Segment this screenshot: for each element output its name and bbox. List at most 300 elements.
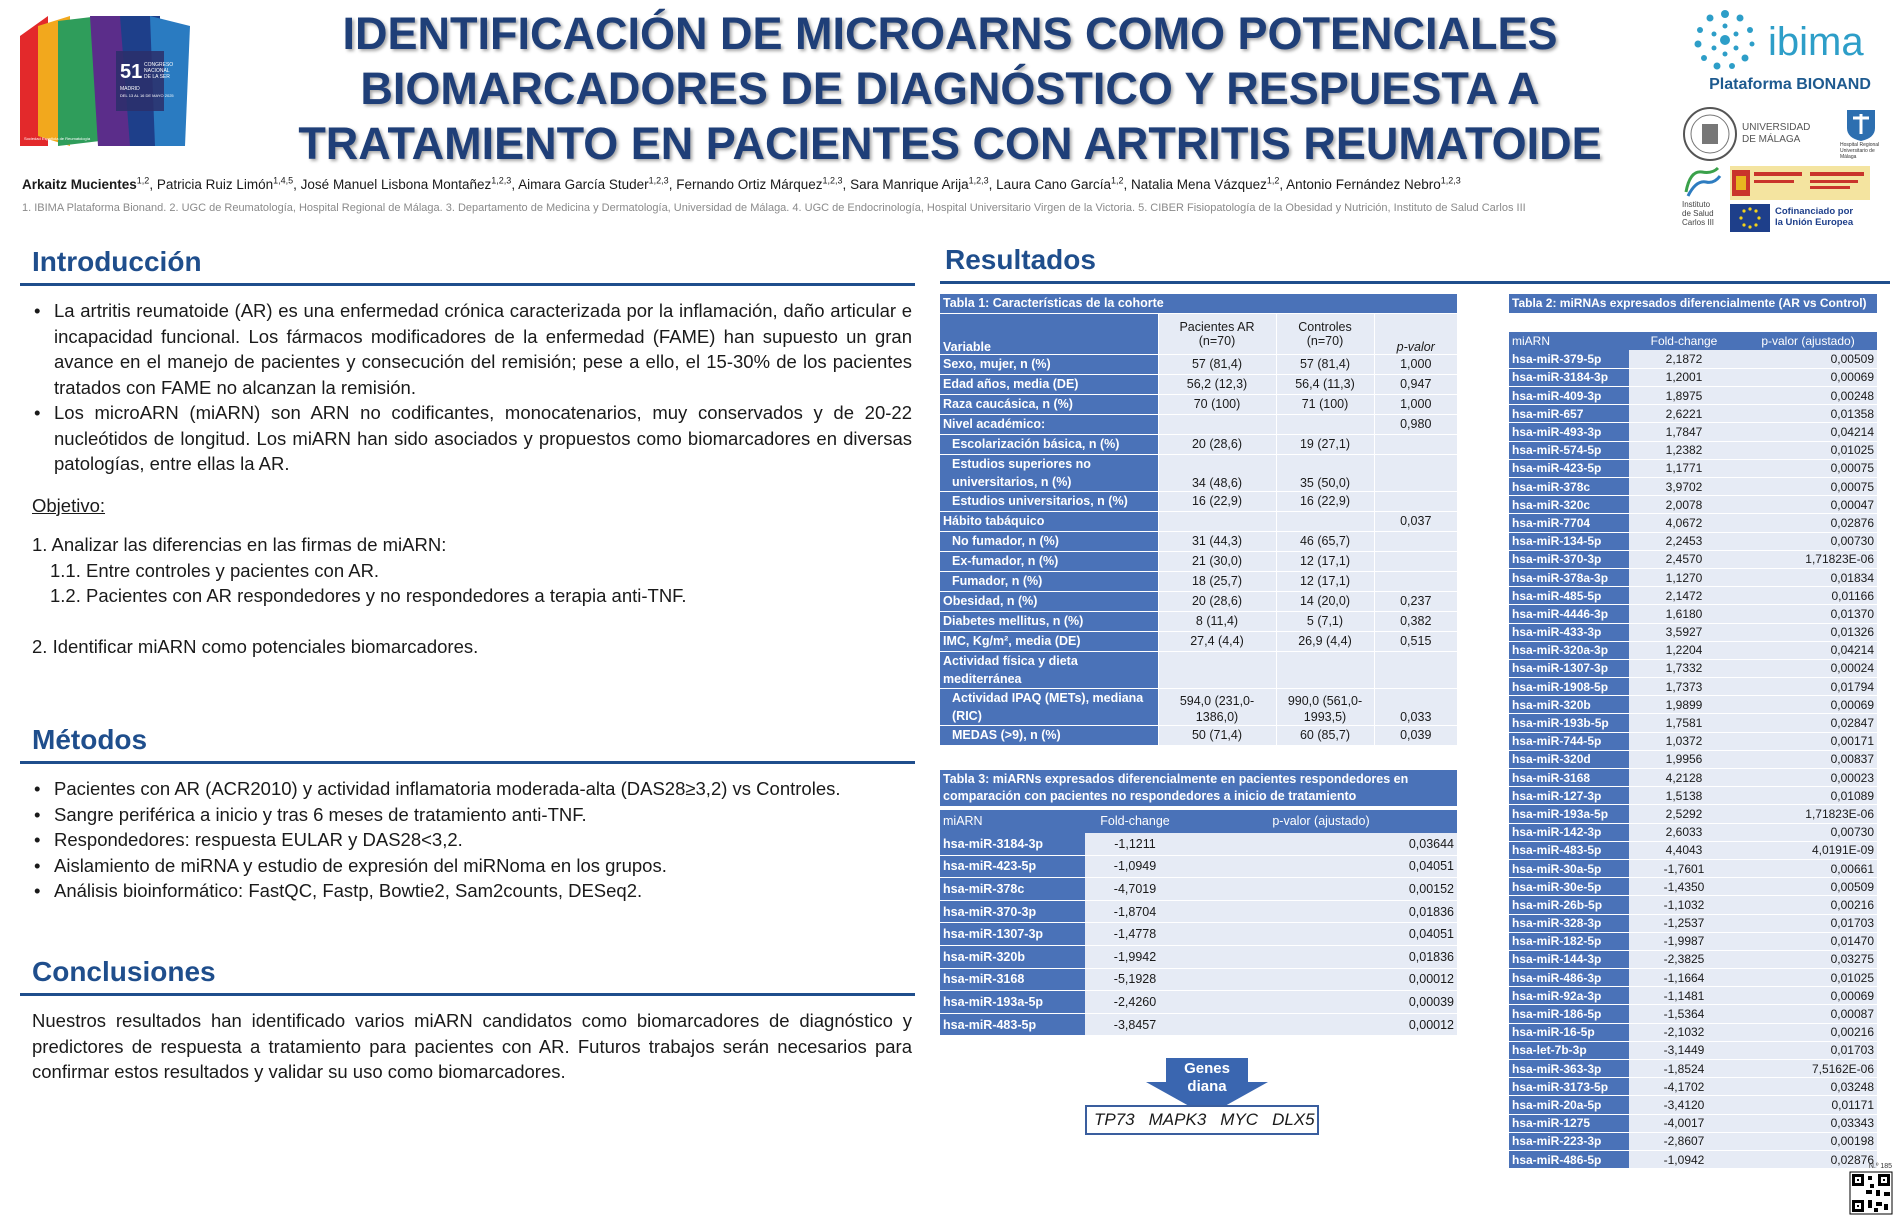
mirna-name: hsa-miR-144-3p <box>1509 950 1629 968</box>
table-cell: 19 (27,1) <box>1276 434 1374 454</box>
institution-logos <box>1680 6 1890 226</box>
table-row <box>1509 732 1877 750</box>
tabla3-caption: Tabla 3: miARNs expresados diferencialmente en pacientes respondedores en comparación con pacientes no respondedores a inicio de tratamiento <box>940 770 1457 806</box>
table-row <box>1509 532 1877 550</box>
table-row <box>940 551 1457 571</box>
genes-diana-list <box>1085 1105 1319 1135</box>
table-cell <box>1374 434 1457 454</box>
mirna-name: hsa-miR-193a-5p <box>1509 805 1629 823</box>
table-row <box>940 878 1457 901</box>
mirna-name: hsa-miR-320c <box>1509 496 1629 514</box>
fold-change: 1,9899 <box>1629 696 1739 714</box>
table-row <box>1509 914 1877 932</box>
mirna-name: hsa-miR-433-3p <box>1509 623 1629 641</box>
table-row <box>940 394 1457 414</box>
eu-flag-icon <box>1730 204 1770 232</box>
p-value: 7,5162E-06 <box>1739 1060 1877 1078</box>
fold-change: -1,1664 <box>1629 969 1739 987</box>
p-value: 0,01025 <box>1739 969 1877 987</box>
row-label: Ex-fumador, n (%) <box>940 551 1158 571</box>
table-cell: 20 (28,6) <box>1158 434 1276 454</box>
mirna-name: hsa-miR-7704 <box>1509 514 1629 532</box>
section-title-introduccion: Introducción <box>32 246 202 277</box>
mirna-name: hsa-miR-328-3p <box>1509 914 1629 932</box>
tabla2-caption: Tabla 2: miRNAs expresados diferencialmente (AR vs Control) <box>1509 294 1877 313</box>
p-value: 0,00069 <box>1739 987 1877 1005</box>
p-value: 0,01836 <box>1185 946 1457 969</box>
table-row <box>1509 1041 1877 1059</box>
table-cell: 1,000 <box>1374 354 1457 374</box>
mirna-name: hsa-miR-127-3p <box>1509 787 1629 805</box>
table-row <box>940 855 1457 878</box>
author-name: Antonio Fernández Nebro <box>1286 176 1441 192</box>
fold-change: 1,9956 <box>1629 750 1739 768</box>
p-value: 0,00075 <box>1739 459 1877 477</box>
title-line: IDENTIFICACIÓN DE MICROARNS COMO POTENCIALES <box>342 8 1558 59</box>
p-value: 0,00198 <box>1739 1132 1877 1150</box>
congress-logo <box>20 16 190 146</box>
fold-change: 1,7581 <box>1629 714 1739 732</box>
mirna-name: hsa-miR-193a-5p <box>940 991 1085 1014</box>
author-name: Sara Manrique Arija <box>850 176 969 192</box>
table-cell: 0,980 <box>1374 414 1457 434</box>
column-header: Fold-change <box>1629 332 1739 350</box>
table-cell: 5 (7,1) <box>1276 611 1374 631</box>
tabla2 <box>1509 332 1877 1169</box>
p-value: 0,00837 <box>1739 750 1877 768</box>
author-name: Arkaitz Mucientes <box>22 176 137 192</box>
table-cell: 27,4 (4,4) <box>1158 631 1276 651</box>
table-row <box>1509 441 1877 459</box>
p-value: 0,01703 <box>1739 1041 1877 1059</box>
bionand-label: Plataforma BIONAND <box>1709 76 1871 93</box>
fold-change: 1,6180 <box>1629 605 1739 623</box>
qr-code <box>1848 1160 1894 1218</box>
objetivo-item: 1.2. Pacientes con AR respondedores y no respondedores a terapia anti-TNF. <box>50 585 687 606</box>
mirna-name: hsa-miR-134-5p <box>1509 532 1629 550</box>
mirna-name: hsa-miR-378a-3p <box>1509 568 1629 586</box>
mirna-name: hsa-miR-378c <box>940 878 1085 901</box>
p-value: 0,00730 <box>1739 532 1877 550</box>
mirna-name: hsa-miR-493-3p <box>1509 423 1629 441</box>
table-row <box>940 1013 1457 1036</box>
title-line: BIOMARCADORES DE DIAGNÓSTICO Y RESPUESTA A <box>360 63 1540 114</box>
column-header: Controles (n=70) <box>1276 314 1374 354</box>
row-label: IMC, Kg/m², media (DE) <box>940 631 1158 651</box>
table-row <box>940 923 1457 946</box>
p-value: 1,71823E-06 <box>1739 550 1877 568</box>
p-value: 0,00509 <box>1739 350 1877 368</box>
p-value: 0,01836 <box>1185 900 1457 923</box>
table-cell: 57 (81,4) <box>1276 354 1374 374</box>
uma-seal-icon <box>1682 106 1738 162</box>
metodos-bullet: • Análisis bioinformático: FastQC, Fastp, Bowtie2, Sam2counts, DESeq2. <box>32 878 912 904</box>
section-divider <box>20 761 915 764</box>
ibima-dots-icon <box>1690 6 1760 72</box>
p-value: 0,00216 <box>1739 1023 1877 1041</box>
table-row <box>940 454 1457 491</box>
fold-change: 3,5927 <box>1629 623 1739 641</box>
table-cell: 12 (17,1) <box>1276 551 1374 571</box>
mirna-name: hsa-miR-370-3p <box>1509 550 1629 568</box>
fold-change: -1,9942 <box>1085 946 1185 969</box>
table-cell: 21 (30,0) <box>1158 551 1276 571</box>
mirna-name: hsa-miR-1307-3p <box>1509 659 1629 677</box>
fold-change: 2,6221 <box>1629 405 1739 423</box>
mirna-name: hsa-miR-409-3p <box>1509 387 1629 405</box>
mirna-name: hsa-miR-30e-5p <box>1509 878 1629 896</box>
table-cell <box>1158 651 1276 688</box>
fold-change: 1,2001 <box>1629 368 1739 386</box>
p-value: 0,00069 <box>1739 696 1877 714</box>
fold-change: -2,1032 <box>1629 1023 1739 1041</box>
fold-change: 3,9702 <box>1629 478 1739 496</box>
table-cell <box>1276 414 1374 434</box>
table-row <box>1509 805 1877 823</box>
p-value: 0,03644 <box>1185 833 1457 856</box>
row-label: Fumador, n (%) <box>940 571 1158 591</box>
p-value: 0,01794 <box>1739 678 1877 696</box>
row-label: Hábito tabáquico <box>940 511 1158 531</box>
intro-bullet: • Los microARN (miARN) son ARN no codificantes, monocatenarios, muy conservados y de 20-22 nucleótidos de longitud. Los miARN han sido asociados y propuestos como biomarcadores en diversas patologías, entre ellas la AR. <box>32 400 912 477</box>
table-cell: 0,515 <box>1374 631 1457 651</box>
mirna-name: hsa-miR-3184-3p <box>1509 368 1629 386</box>
intro-bullet: • La artritis reumatoide (AR) es una enfermedad crónica caracterizada por la inflamación, daño articular e incapacidad funcional. Los fármacos modificadores de la enfermedad (FAME) han supuesto un gran avance en el manejo de pacientes y consecución del remisión; pese a ello, el 15-30% de los pacientes tratados con FAME no alcanzan la remisión. <box>32 298 912 400</box>
objetivo-item: 2. Identificar miARN como potenciales biomarcadores. <box>32 635 479 657</box>
mirna-name: hsa-miR-3173-5p <box>1509 1078 1629 1096</box>
section-divider <box>940 281 1890 284</box>
objetivo-item: 1.1. Entre controles y pacientes con AR. <box>50 559 380 581</box>
p-value: 4,0191E-09 <box>1739 841 1877 859</box>
p-value: 0,01171 <box>1739 1096 1877 1114</box>
mirna-name: hsa-miR-423-5p <box>940 855 1085 878</box>
table-row <box>940 968 1457 991</box>
author-affiliation-ref: 1,2,3 <box>1440 175 1461 185</box>
fold-change: 2,2453 <box>1629 532 1739 550</box>
p-value: 0,03275 <box>1739 950 1877 968</box>
fold-change: 1,2204 <box>1629 641 1739 659</box>
table-row <box>1509 1023 1877 1041</box>
fold-change: 2,1872 <box>1629 350 1739 368</box>
column-header: miARN <box>1509 332 1629 350</box>
affiliations: 1. IBIMA Plataforma Bionand. 2. UGC de Reumatología, Hospital Regional de Málaga. 3. Departamento de Medicina y Dermatología, Universidad de Málaga. 4. UGC de Endocrinología, Hospital Universitario Virgen de la Victoria. 5. CIBER Fisiopatología de la Obesidad y Nutrición, Instituto de Salud Carlos III <box>22 202 1526 214</box>
table-row <box>1509 1005 1877 1023</box>
author-affiliation-ref: 1,2 <box>1111 175 1124 185</box>
p-value: 0,00087 <box>1739 1005 1877 1023</box>
author: Natalia Mena Vázquez$^{1,2}$, <box>1131 175 1287 192</box>
mirna-name: hsa-miR-3168 <box>940 968 1085 991</box>
table-cell: 1,000 <box>1374 394 1457 414</box>
metodos-bullet: • Sangre periférica a inicio y tras 6 meses de tratamiento anti-TNF. <box>32 802 912 828</box>
p-value: 0,01834 <box>1739 568 1877 586</box>
row-label: Edad años, media (DE) <box>940 374 1158 394</box>
mirna-name: hsa-miR-320d <box>1509 750 1629 768</box>
author-affiliation-ref: 1,2,3 <box>822 175 843 185</box>
author: José Manuel Lisbona Montañez$^{1,2,3}$, <box>300 175 519 192</box>
mirna-name: hsa-miR-3168 <box>1509 769 1629 787</box>
fold-change: 2,0078 <box>1629 496 1739 514</box>
p-value: 0,00047 <box>1739 496 1877 514</box>
mirna-name: hsa-miR-486-3p <box>1509 969 1629 987</box>
p-value: 0,00152 <box>1185 878 1457 901</box>
mirna-name: hsa-miR-485-5p <box>1509 587 1629 605</box>
genes-label: Genes <box>1184 1060 1230 1077</box>
section-title-conclusiones: Conclusiones <box>32 956 216 987</box>
p-value: 0,00075 <box>1739 478 1877 496</box>
p-value: 0,01166 <box>1739 587 1877 605</box>
section-title-metodos: Métodos <box>32 724 148 755</box>
p-value: 0,00024 <box>1739 659 1877 677</box>
congress-number: 51 <box>120 61 143 83</box>
p-value: 0,03248 <box>1739 1078 1877 1096</box>
mirna-name: hsa-miR-30a-5p <box>1509 859 1629 877</box>
p-value: 0,00023 <box>1739 769 1877 787</box>
table-row <box>1509 878 1877 896</box>
poster-number: N.º 185 <box>1868 1163 1892 1170</box>
government-logo-icon <box>1730 166 1870 200</box>
svg-text:DEL 13 AL 16 DE MAYO 2025: DEL 13 AL 16 DE MAYO 2025 <box>120 93 174 98</box>
fold-change: 1,7847 <box>1629 423 1739 441</box>
target-gene: TP73 <box>1094 1110 1135 1129</box>
table-cell: 20 (28,6) <box>1158 591 1276 611</box>
fold-change: 2,6033 <box>1629 823 1739 841</box>
svg-text:NACIONAL: NACIONAL <box>144 68 170 74</box>
p-value: 0,01089 <box>1739 787 1877 805</box>
fold-change: -1,0942 <box>1629 1150 1739 1168</box>
author-name: Aimara García Studer <box>518 176 649 192</box>
table-cell <box>1158 414 1276 434</box>
table-cell <box>1374 551 1457 571</box>
table-cell: 0,033 <box>1374 688 1457 725</box>
p-value: 0,01326 <box>1739 623 1877 641</box>
title-line: TRATAMIENTO EN PACIENTES CON ARTRITIS REUMATOIDE <box>298 118 1602 169</box>
p-value: 0,02876 <box>1739 1150 1877 1168</box>
table-cell <box>1374 454 1457 491</box>
metodos-bullet: • Pacientes con AR (ACR2010) y actividad inflamatoria moderada-alta (DAS28≥3,2) vs Controles. <box>32 776 912 802</box>
table-row <box>1509 969 1877 987</box>
author-affiliation-ref: 1,2,3 <box>491 175 512 185</box>
fold-change: -2,4260 <box>1085 991 1185 1014</box>
poster-header <box>0 0 1900 230</box>
fold-change: -1,8704 <box>1085 900 1185 923</box>
author <box>1286 177 1461 192</box>
isciii-logo-icon <box>1682 166 1722 198</box>
table-row <box>1509 896 1877 914</box>
mirna-name: hsa-miR-574-5p <box>1509 441 1629 459</box>
author-affiliation-ref: 1,2 <box>1266 175 1280 185</box>
table-cell: 50 (71,4) <box>1158 725 1276 745</box>
mirna-name: hsa-miR-320a-3p <box>1509 641 1629 659</box>
table-row <box>940 991 1457 1014</box>
fold-change: -1,1032 <box>1629 896 1739 914</box>
svg-text:Sociedad Española de Reumatolo: Sociedad Española de Reumatología <box>24 136 91 141</box>
mirna-name: hsa-miR-4446-3p <box>1509 605 1629 623</box>
fold-change: -5,1928 <box>1085 968 1185 991</box>
column-header: Fold-change <box>1085 810 1185 833</box>
row-label: Escolarización básica, n (%) <box>940 434 1158 454</box>
table-row <box>1509 696 1877 714</box>
table-cell: 31 (44,3) <box>1158 531 1276 551</box>
mirna-name: hsa-miR-16-5p <box>1509 1023 1629 1041</box>
p-value: 0,00730 <box>1739 823 1877 841</box>
fold-change: -4,1702 <box>1629 1078 1739 1096</box>
table-row <box>1509 1114 1877 1132</box>
column-header: p-valor (ajustado) <box>1739 332 1877 350</box>
mirna-name: hsa-miR-142-3p <box>1509 823 1629 841</box>
fold-change: 1,2382 <box>1629 441 1739 459</box>
uma-logo: UNIVERSIDAD DE MÁLAGA Hospital Regional Universitario de Málaga <box>1680 106 1890 162</box>
p-value: 0,00012 <box>1185 1013 1457 1036</box>
p-value: 1,71823E-06 <box>1739 805 1877 823</box>
funding-logos: Instituto de Salud Carlos III Cofinanciado por la Unión Europea <box>1680 166 1890 226</box>
fold-change: -1,0949 <box>1085 855 1185 878</box>
fold-change: 1,1270 <box>1629 568 1739 586</box>
table-row <box>1509 714 1877 732</box>
fold-change: -1,9987 <box>1629 932 1739 950</box>
table-row <box>940 491 1457 511</box>
table-row <box>1509 496 1877 514</box>
table-cell: 46 (65,7) <box>1276 531 1374 551</box>
table-row <box>940 688 1457 725</box>
mirna-name: hsa-miR-423-5p <box>1509 459 1629 477</box>
ibima-wordmark: ibima <box>1768 20 1864 64</box>
table-row <box>1509 387 1877 405</box>
table-row <box>940 571 1457 591</box>
row-label: Nivel académico: <box>940 414 1158 434</box>
fold-change: 4,0672 <box>1629 514 1739 532</box>
table-cell: 0,037 <box>1374 511 1457 531</box>
fold-change: -1,4350 <box>1629 878 1739 896</box>
table-row <box>940 611 1457 631</box>
table-cell: 60 (85,7) <box>1276 725 1374 745</box>
table-cell <box>1276 511 1374 531</box>
mirna-name: hsa-miR-483-5p <box>940 1013 1085 1036</box>
table-cell: 56,4 (11,3) <box>1276 374 1374 394</box>
table-cell: 0,039 <box>1374 725 1457 745</box>
fold-change: -1,8524 <box>1629 1060 1739 1078</box>
table-row <box>940 374 1457 394</box>
author-name: Patricia Ruiz Limón <box>156 176 274 192</box>
mirna-name: hsa-miR-657 <box>1509 405 1629 423</box>
author-name: Fernando Ortiz Márquez <box>676 176 823 192</box>
fold-change: 4,4043 <box>1629 841 1739 859</box>
mirna-name: hsa-miR-378c <box>1509 478 1629 496</box>
table-cell <box>1374 491 1457 511</box>
table-cell <box>1158 511 1276 531</box>
p-value: 0,01703 <box>1739 914 1877 932</box>
fold-change: -2,3825 <box>1629 950 1739 968</box>
p-value: 0,04051 <box>1185 923 1457 946</box>
table-cell: 71 (100) <box>1276 394 1374 414</box>
table-row <box>1509 859 1877 877</box>
table-row <box>1509 1150 1877 1168</box>
fold-change: -1,2537 <box>1629 914 1739 932</box>
genes-label: diana <box>1187 1078 1227 1095</box>
fold-change: 1,8975 <box>1629 387 1739 405</box>
table-cell <box>1374 571 1457 591</box>
p-value: 0,01025 <box>1739 441 1877 459</box>
row-label: Obesidad, n (%) <box>940 591 1158 611</box>
table-cell: 16 (22,9) <box>1158 491 1276 511</box>
table-cell: 70 (100) <box>1158 394 1276 414</box>
mirna-name: hsa-miR-182-5p <box>1509 932 1629 950</box>
p-value: 0,02847 <box>1739 714 1877 732</box>
p-value: 0,00171 <box>1739 732 1877 750</box>
metodos-bullet: • Respondedores: respuesta EULAR y DAS28<3,2. <box>32 827 912 853</box>
fold-change: -3,8457 <box>1085 1013 1185 1036</box>
row-label: Sexo, mujer, n (%) <box>940 354 1158 374</box>
fold-change: -1,1481 <box>1629 987 1739 1005</box>
mirna-name: hsa-miR-223-3p <box>1509 1132 1629 1150</box>
table-row <box>1509 1132 1877 1150</box>
mirna-name: hsa-miR-320b <box>1509 696 1629 714</box>
table-row <box>940 900 1457 923</box>
table-cell: 34 (48,6) <box>1158 454 1276 491</box>
fold-change: -1,5364 <box>1629 1005 1739 1023</box>
author-name: Natalia Mena Vázquez <box>1131 176 1267 192</box>
fold-change: -1,1211 <box>1085 833 1185 856</box>
mirna-name: hsa-miR-379-5p <box>1509 350 1629 368</box>
table-row <box>940 631 1457 651</box>
table-cell: 0,237 <box>1374 591 1457 611</box>
table-cell: 56,2 (12,3) <box>1158 374 1276 394</box>
table-row <box>1509 350 1877 368</box>
table-cell: 16 (22,9) <box>1276 491 1374 511</box>
fold-change: -3,4120 <box>1629 1096 1739 1114</box>
fold-change: -3,1449 <box>1629 1041 1739 1059</box>
p-value: 0,00509 <box>1739 878 1877 896</box>
row-label: Raza caucásica, n (%) <box>940 394 1158 414</box>
section-title-resultados: Resultados <box>945 244 1096 275</box>
fold-change: 1,1771 <box>1629 459 1739 477</box>
table-cell: 57 (81,4) <box>1158 354 1276 374</box>
table-cell: 35 (50,0) <box>1276 454 1374 491</box>
section-divider <box>20 283 915 286</box>
table-cell: 14 (20,0) <box>1276 591 1374 611</box>
table-row <box>940 354 1457 374</box>
p-value: 0,04214 <box>1739 423 1877 441</box>
author-affiliation-ref: 1,4,5 <box>273 175 294 185</box>
table-row <box>1509 641 1877 659</box>
table-cell <box>1374 531 1457 551</box>
table-row <box>940 591 1457 611</box>
table-row <box>1509 1096 1877 1114</box>
table-header-row <box>940 314 1457 354</box>
hospital-logo-icon <box>1843 106 1879 142</box>
mirna-name: hsa-miR-92a-3p <box>1509 987 1629 1005</box>
p-value: 0,01470 <box>1739 932 1877 950</box>
table-row <box>1509 950 1877 968</box>
p-value: 0,00216 <box>1739 896 1877 914</box>
table-cell: 0,947 <box>1374 374 1457 394</box>
table-row <box>1509 568 1877 586</box>
p-value: 0,00039 <box>1185 991 1457 1014</box>
table-row <box>940 651 1457 688</box>
table-cell: 26,9 (4,4) <box>1276 631 1374 651</box>
row-label: No fumador, n (%) <box>940 531 1158 551</box>
table-row <box>1509 1060 1877 1078</box>
column-header: p-valor (ajustado) <box>1185 810 1457 833</box>
svg-text:CONGRESO: CONGRESO <box>144 62 174 68</box>
mirna-name: hsa-miR-186-5p <box>1509 1005 1629 1023</box>
author-list <box>22 175 1672 192</box>
fold-change: 1,5138 <box>1629 787 1739 805</box>
p-value: 0,02876 <box>1739 514 1877 532</box>
ibima-logo <box>1690 6 1890 76</box>
fold-change: -4,7019 <box>1085 878 1185 901</box>
p-value: 0,04214 <box>1739 641 1877 659</box>
mirna-name: hsa-miR-1908-5p <box>1509 678 1629 696</box>
